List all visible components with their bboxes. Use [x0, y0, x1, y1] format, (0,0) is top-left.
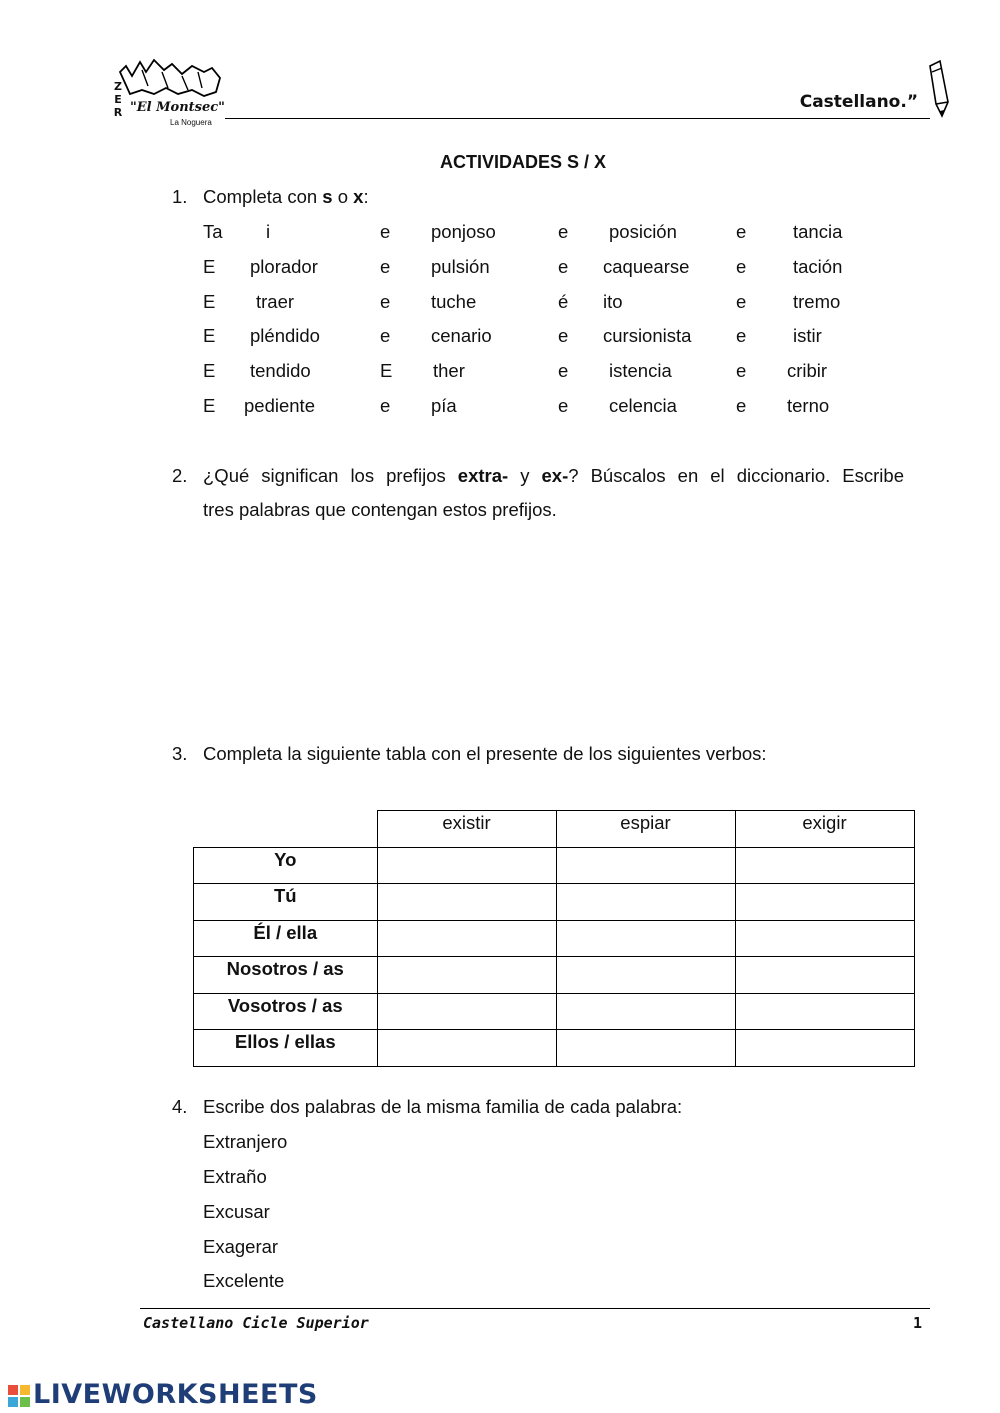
answer-cell[interactable] — [735, 1030, 914, 1067]
question-3 — [0, 742, 1000, 766]
page-number: 1 — [912, 1314, 922, 1332]
prompt-text: o — [332, 186, 354, 207]
question-1-prompt — [203, 185, 369, 209]
question-2-line-1 — [203, 464, 904, 488]
pronoun-cell: Yo — [194, 847, 378, 884]
question-2 — [0, 464, 1000, 488]
prefix-ex: ex- — [541, 465, 569, 486]
question-2-number: 2. — [172, 465, 188, 486]
word-fragment: istir — [793, 325, 822, 346]
answer-cell[interactable] — [377, 920, 556, 957]
prefix-letter: e — [558, 256, 569, 277]
prefix-letter: Ta — [203, 221, 223, 242]
word-fragment: plorador — [250, 256, 318, 277]
question-3-number: 3. — [172, 743, 188, 764]
header-divider — [225, 118, 930, 119]
footer-course: Castellano Cicle Superior — [143, 1314, 369, 1332]
prefix-letter: e — [380, 291, 391, 312]
prefix-letter: é — [558, 291, 569, 312]
word-fragment: cribir — [787, 360, 828, 381]
word-fragment: terno — [787, 395, 830, 416]
prefix-letter: e — [736, 325, 747, 346]
question-1-number: 1. — [172, 186, 188, 207]
q2-text: ? Búscalos en el diccionario. Escribe — [568, 465, 904, 486]
verb-header-existir: existir — [377, 811, 556, 848]
prefix-letter: e — [558, 360, 569, 381]
question-3-text: Completa la siguiente tabla con el presente de los siguientes verbos: — [203, 743, 767, 764]
table-row — [194, 993, 915, 1030]
prefix-letter: e — [380, 221, 391, 242]
liveworksheets-logo-icon — [8, 1385, 30, 1407]
pronoun-cell: Vosotros / as — [194, 993, 378, 1030]
word-fragment: pía — [431, 395, 457, 416]
table-row — [194, 847, 915, 884]
pronoun-cell: Nosotros / as — [194, 957, 378, 994]
answer-cell[interactable] — [735, 884, 914, 921]
word-fragment: tendido — [250, 360, 311, 381]
answer-cell[interactable] — [556, 884, 735, 921]
prefix-letter: E — [203, 325, 216, 346]
prefix-letter: E — [380, 360, 393, 381]
word-fragment: ther — [433, 360, 465, 381]
q2-text: ¿Qué significan los prefijos — [203, 465, 458, 486]
prefix-letter: e — [380, 395, 391, 416]
document-title: ACTIVIDADES S / X — [439, 152, 607, 172]
prompt-text: : — [363, 186, 369, 207]
pronoun-cell: Tú — [194, 884, 378, 921]
verb-header-espiar: espiar — [556, 811, 735, 848]
footer-divider — [140, 1308, 930, 1309]
answer-cell[interactable] — [556, 847, 735, 884]
pencil-icon — [926, 58, 950, 120]
word-fragment: posición — [609, 221, 677, 242]
answer-cell[interactable] — [377, 847, 556, 884]
word-fragment: cursionista — [603, 325, 692, 346]
word-fragment: celencia — [609, 395, 677, 416]
table-row — [194, 884, 915, 921]
prefix-letter: e — [380, 256, 391, 277]
word-fragment: traer — [256, 291, 295, 312]
table-row — [194, 1030, 915, 1067]
prefix-letter: E — [203, 291, 216, 312]
prefix-letter: e — [736, 395, 747, 416]
answer-cell[interactable] — [377, 884, 556, 921]
word-fragment: istencia — [609, 360, 672, 381]
family-word: Excusar — [203, 1201, 270, 1222]
prompt-letter-s: s — [322, 186, 333, 207]
answer-cell[interactable] — [735, 920, 914, 957]
answer-cell[interactable] — [735, 993, 914, 1030]
word-fragment: tancia — [793, 221, 843, 242]
family-word: Excelente — [203, 1270, 285, 1291]
prefix-letter: e — [558, 221, 569, 242]
empty-corner-cell — [194, 811, 378, 848]
logo-letter-r: R — [113, 106, 123, 119]
answer-cell[interactable] — [556, 957, 735, 994]
prompt-text: Completa con — [203, 186, 323, 207]
question-2-line-2: tres palabras que contengan estos prefijos. — [203, 499, 557, 520]
word-fragment: ponjoso — [431, 221, 496, 242]
family-word: Extranjero — [203, 1131, 288, 1152]
word-fragment: pulsión — [431, 256, 490, 277]
question-1 — [0, 185, 1000, 209]
answer-cell[interactable] — [556, 993, 735, 1030]
answer-cell[interactable] — [377, 1030, 556, 1067]
prefix-letter: E — [203, 360, 216, 381]
prefix-letter: E — [203, 256, 216, 277]
answer-cell[interactable] — [735, 847, 914, 884]
answer-cell[interactable] — [377, 957, 556, 994]
prefix-letter: e — [380, 325, 391, 346]
answer-cell[interactable] — [377, 993, 556, 1030]
answer-cell[interactable] — [735, 957, 914, 994]
question-4-number: 4. — [172, 1096, 188, 1117]
logo-name: "El Montsec" — [130, 100, 225, 115]
prompt-letter-x: x — [353, 186, 364, 207]
word-fragment: caquearse — [603, 256, 690, 277]
school-logo — [112, 58, 227, 130]
prefix-letter: e — [736, 291, 747, 312]
prefix-letter: e — [558, 325, 569, 346]
table-row — [194, 920, 915, 957]
prefix-letter: e — [736, 360, 747, 381]
word-fragment: i — [266, 221, 271, 242]
word-fragment: pléndido — [250, 325, 320, 346]
logo-letter-e: E — [114, 93, 122, 106]
table-header-row — [194, 811, 915, 848]
question-4 — [0, 1095, 1000, 1119]
logo-subtitle: La Noguera — [170, 118, 212, 127]
pronoun-cell: Él / ella — [194, 920, 378, 957]
word-fragment: ito — [603, 291, 623, 312]
verb-conjugation-table — [193, 810, 915, 1067]
liveworksheets-watermark: LIVEWORKSHEETS — [33, 1379, 318, 1410]
prefix-letter: e — [558, 395, 569, 416]
prefix-letter: e — [736, 221, 747, 242]
q2-text: y — [508, 465, 542, 486]
pronoun-cell: Ellos / ellas — [194, 1030, 378, 1067]
table-row — [194, 957, 915, 994]
word-fragment: tremo — [793, 291, 841, 312]
family-word: Extraño — [203, 1166, 267, 1187]
family-word: Exagerar — [203, 1236, 279, 1257]
answer-cell[interactable] — [556, 920, 735, 957]
header-title: Castellano.” — [799, 92, 918, 112]
verb-header-exigir: exigir — [735, 811, 914, 848]
prefix-extra: extra- — [457, 465, 509, 486]
answer-cell[interactable] — [556, 1030, 735, 1067]
logo-letter-z: Z — [114, 80, 122, 93]
prefix-letter: e — [736, 256, 747, 277]
word-fragment: tuche — [431, 291, 477, 312]
prefix-letter: E — [203, 395, 216, 416]
question-4-text: Escribe dos palabras de la misma familia de cada palabra: — [203, 1096, 683, 1117]
word-fragment: tación — [793, 256, 843, 277]
word-fragment: pediente — [244, 395, 315, 416]
word-fragment: cenario — [431, 325, 492, 346]
